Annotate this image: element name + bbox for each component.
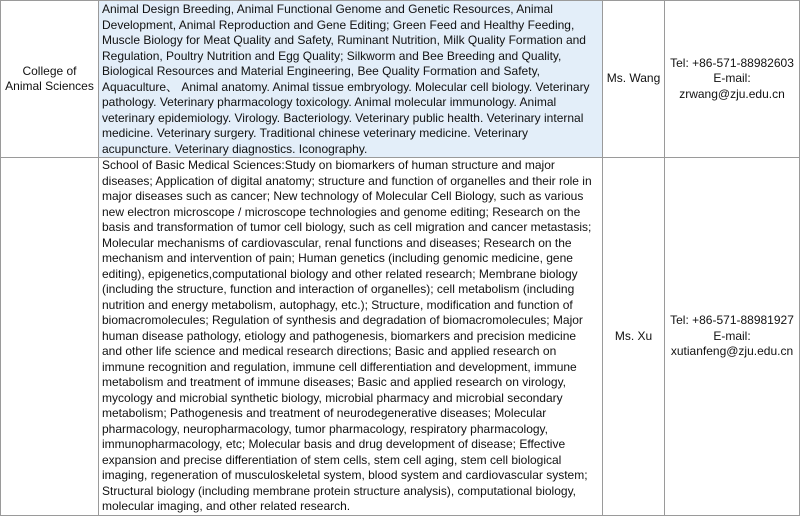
contact-info-cell	[665, 158, 800, 516]
research-directions-cell: Animal Design Breeding, Animal Functional Genome and Genetic Resources, Animal Development, Animal Reproduction and Gene Editing; Green Feed and Healthy Feeding, Muscle Biology for Meat Quality and Safety, Ruminant Nutrition, Milk Quality Formation and Regulation, Poultry Nutrition and Egg Quality; Silkworm and Bee Breeding and Quality, Biological Resources and Material Engineering, Bee Quality Formation and Safety, Aquaculture、 Animal anatomy. Animal tissue embryology. Molecular cell biology. Veterinary pathology. Veterinary pharmacology toxicology. Animal molecular immunology. Animal veterinary epidemiology. Virology. Bacteriology. Veterinary public health. Veterinary internal medicine. Veterinary surgery. Traditional chinese veterinary medicine. Veterinary acupuncture. Veterinary diagnostics. Iconography.	[99, 1, 603, 158]
table-row	[1, 1, 800, 158]
email-address: xutianfeng@zju.edu.cn	[670, 344, 794, 358]
college-name-cell	[1, 158, 99, 516]
email-label: E-mail:	[713, 71, 751, 86]
contact-person-cell: Ms. Xu	[603, 158, 665, 516]
email-label: E-mail:	[713, 328, 751, 343]
college-name-cell: College of Animal Sciences	[1, 1, 99, 158]
table-row	[1, 158, 800, 516]
contact-person-cell: Ms. Wang	[603, 1, 665, 158]
email-address: zrwang@zju.edu.cn	[679, 86, 785, 101]
telephone-text: Tel: +86-571-88981927	[670, 313, 794, 327]
telephone-text: Tel: +86-571-88982603	[670, 55, 794, 70]
contact-info-cell	[665, 1, 800, 158]
research-directions-cell: School of Basic Medical Sciences:Study on biomarkers of human structure and major diseases; Application of digital anatomy; structure and function of organelles and their role in major diseases such as cancer; New technology of Molecular Cell Biology, such as various new electron microscope / microscope technologies and genome editing; Research on the basis and transformation of tumor cell biology, such as cell migration and cancer metastasis; Molecular mechanisms of cardiovascular, renal functions and diseases; Research on the mechanism and intervention of pain; Human genetics (including genomic medicine, gene editing), epigenetics,computational biology and other related research; Membrane biology (including the structure, function and interaction of organelles); cell metabolism (including nutrition and energy metabolism, autophagy, etc.); Structure, modification and function of biomacromolecules; Regulation of synthesis and degradation of biomacromolecules; Major human disease pathology, etiology and pathogenesis, biomarkers and precision medicine and other life science and medical research directions; Basic and applied research on immune recognition and regulation, immune cell differentiation and development, immune metabolism and treatment of immune diseases; Basic and applied research on virology, mycology and microbial synthetic biology, microbial pharmacy and microbial secondary metabolism; Pathogenesis and treatment of neurodegenerative diseases; Molecular pharmacology, neuropharmacology, tumor pharmacology, respiratory pharmacology, immunopharmacology, etc; Molecular basis and drug development of disease; Effective expansion and precise differentiation of stem cells, stem cell aging, stem cell biological imaging, regeneration of musculoskeletal system, blood system and cardiovascular system; Structural biology (including membrane protein structure analysis), computational biology, molecular imaging, and other related research.	[99, 158, 603, 516]
